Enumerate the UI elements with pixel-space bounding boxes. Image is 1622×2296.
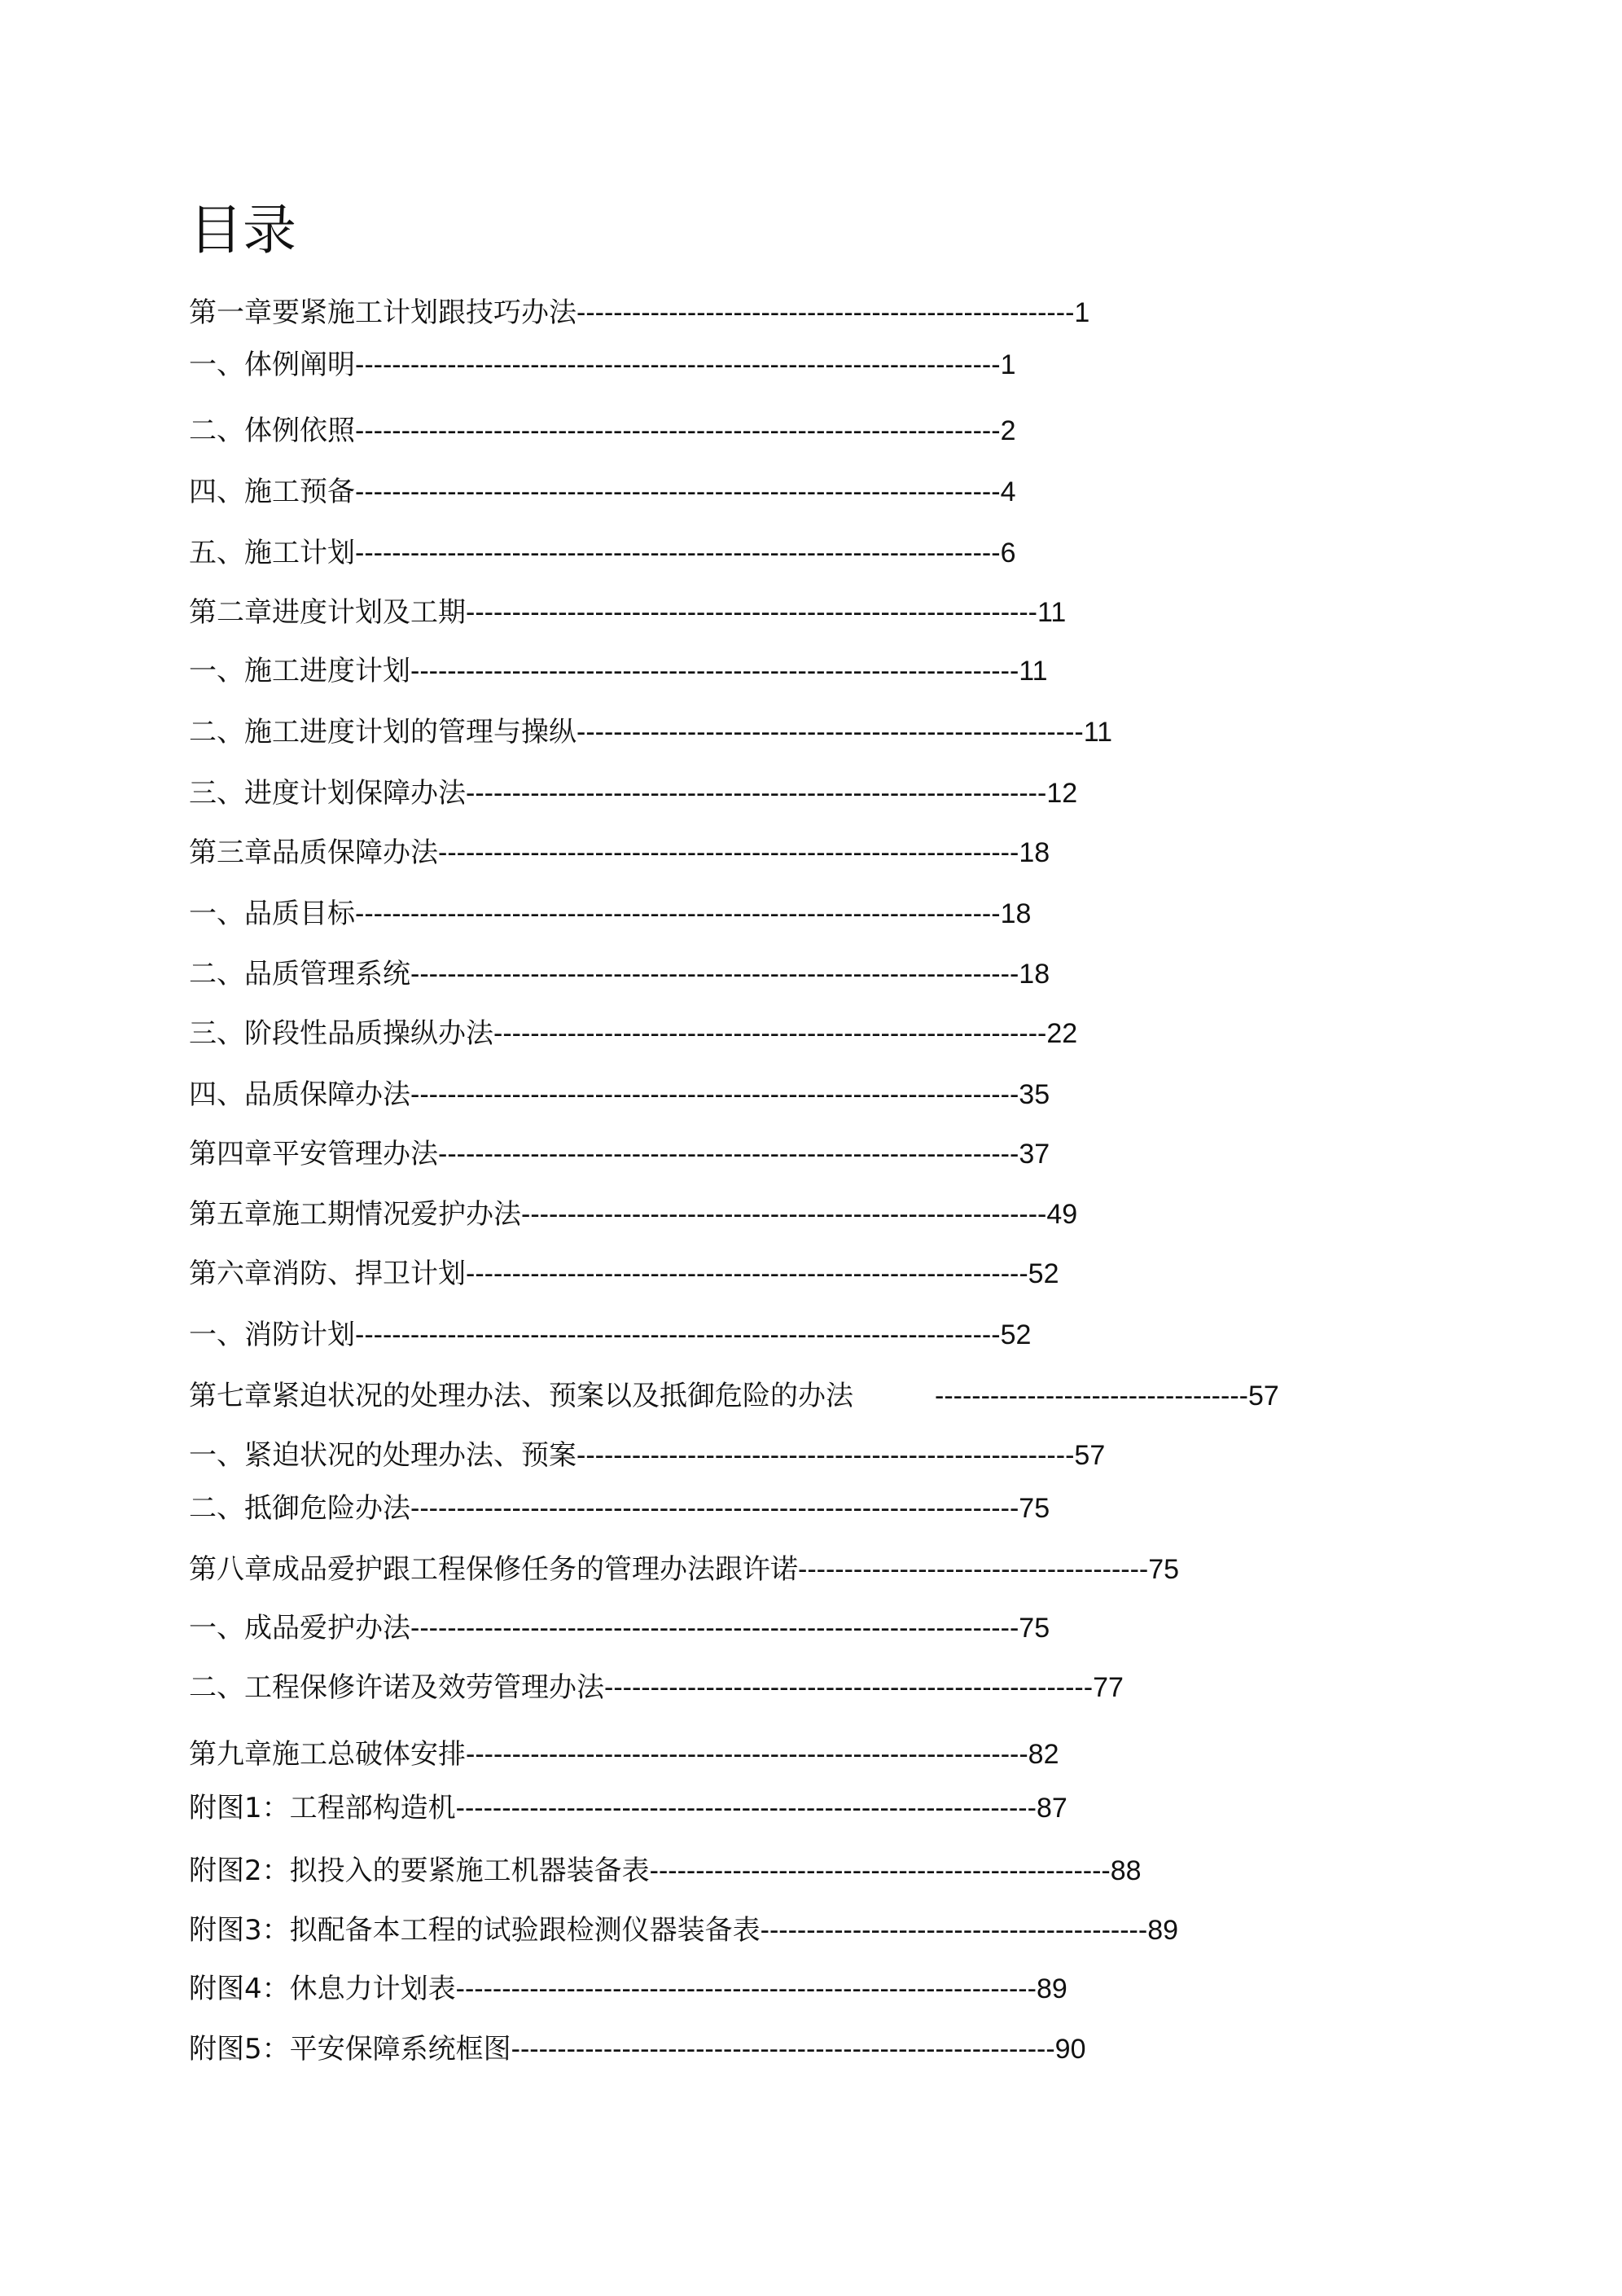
toc-entry-leader: --------------------------------------------------------- xyxy=(521,1199,1047,1230)
toc-entry-page-number: 57 xyxy=(1247,1381,1279,1411)
toc-entry-leader: -------------------------------------------------------------- xyxy=(466,597,1037,628)
toc-entry-page-number: 75 xyxy=(1148,1554,1180,1585)
toc-entry-page-number: 89 xyxy=(1036,1973,1067,2004)
toc-entry[interactable] xyxy=(189,1911,1178,1950)
toc-entry-leader: --------------------------------------------------------------- xyxy=(455,1793,1037,1824)
toc-entry-page-number: 18 xyxy=(1019,959,1050,990)
toc-entry-page-number: 52 xyxy=(1000,1319,1032,1350)
toc-entry[interactable] xyxy=(189,1135,1050,1174)
toc-entry-page-number: 82 xyxy=(1028,1739,1059,1770)
toc-title: 目录 xyxy=(189,199,296,261)
toc-entry-leader: ------------------------------------------------------ xyxy=(576,1440,1075,1471)
toc-entry-leader: ------------------------------------------------------------------ xyxy=(410,656,1019,687)
toc-entry-label: 附图4：休息力计划表 xyxy=(189,1973,456,2005)
toc-entry[interactable] xyxy=(189,1668,1124,1707)
toc-entry-label: 三、阶段性品质操纵办法 xyxy=(189,1017,493,1050)
toc-entry-page-number: 1 xyxy=(1074,297,1090,328)
toc-entry-page-number: 18 xyxy=(1000,898,1032,929)
toc-entry-leader: ------------------------------------------------------ xyxy=(576,297,1075,328)
toc-entry-label: 二、品质管理系统 xyxy=(189,958,410,990)
toc-entry[interactable] xyxy=(189,293,1089,332)
toc-entry-label: 第八章成品爱护跟工程保修任务的管理办法跟许诺 xyxy=(189,1553,798,1586)
toc-entry-leader: ------------------------------------------ xyxy=(760,1915,1148,1946)
toc-entry-page-number: 11 xyxy=(1083,717,1113,748)
toc-entry-label: 第四章平安管理办法 xyxy=(189,1138,438,1170)
toc-entry[interactable] xyxy=(189,1851,1142,1890)
toc-entry-label: 附图5：平安保障系统框图 xyxy=(189,2033,511,2066)
toc-entry-label: 第二章进度计划及工期 xyxy=(189,596,466,629)
toc-entry-label: 附图3：拟配备本工程的试验跟检测仪器装备表 xyxy=(189,1914,761,1947)
toc-entry-leader: ------------------------------------------------------------------ xyxy=(410,1613,1019,1644)
toc-entry-page-number: 22 xyxy=(1046,1018,1078,1049)
toc-entry-leader: --------------------------------------------------------------- xyxy=(466,778,1047,809)
toc-entry-label: 一、紧迫状况的处理办法、预案 xyxy=(189,1439,576,1472)
toc-entry[interactable] xyxy=(189,652,1048,691)
toc-entry[interactable] xyxy=(189,1254,1059,1293)
toc-entry-label: 第六章消防、捍卫计划 xyxy=(189,1258,466,1290)
toc-entry-leader: ---------------------------------------------------------------------- xyxy=(355,476,1001,507)
toc-entry[interactable] xyxy=(189,774,1077,813)
toc-entry[interactable] xyxy=(189,1489,1050,1528)
toc-entry[interactable] xyxy=(189,345,1015,384)
toc-entry-leader: --------------------------------------------------------------- xyxy=(438,1139,1019,1170)
toc-entry-label: 二、工程保修许诺及效劳管理办法 xyxy=(189,1671,604,1704)
toc-entry-leader: ------------------------------------------------------------ xyxy=(493,1018,1047,1049)
toc-entry-label: 一、体例阐明 xyxy=(189,349,355,381)
toc-entry-leader: ----------------------------------------------------- xyxy=(604,1672,1094,1703)
toc-entry-leader: ------------------------------------------------------------------ xyxy=(410,959,1019,990)
toc-entry-page-number: 11 xyxy=(1037,597,1067,628)
toc-entry-page-number: 77 xyxy=(1093,1672,1124,1703)
toc-entry-leader: ----------------------------------------------------------- xyxy=(511,2034,1055,2065)
toc-entry[interactable] xyxy=(189,1014,1077,1053)
toc-entry-leader: ------------------------------------------------------------- xyxy=(466,1258,1028,1289)
toc-entry-page-number: 52 xyxy=(1028,1258,1059,1289)
toc-entry-leader: ---------------------------------- xyxy=(935,1381,1248,1411)
toc-entry[interactable] xyxy=(189,1550,1179,1589)
toc-entry-label: 第一章要紧施工计划跟技巧办法 xyxy=(189,296,576,329)
toc-entry[interactable] xyxy=(189,1609,1050,1648)
toc-entry-page-number: 89 xyxy=(1147,1915,1179,1946)
toc-entry-page-number: 35 xyxy=(1019,1079,1050,1110)
toc-entry[interactable] xyxy=(189,955,1050,994)
toc-entry-label: 四、施工预备 xyxy=(189,476,355,508)
toc-entry-leader: -------------------------------------- xyxy=(798,1554,1149,1585)
toc-entry[interactable] xyxy=(189,2030,1085,2069)
toc-entry-leader: ------------------------------------------------------- xyxy=(576,717,1084,748)
toc-entry-page-number: 49 xyxy=(1046,1199,1078,1230)
toc-entry-leader: ------------------------------------------------------------------ xyxy=(410,1079,1019,1110)
toc-entry-page-number: 1 xyxy=(1000,349,1016,380)
toc-entry-leader: ---------------------------------------------------------------------- xyxy=(355,898,1001,929)
toc-entry-label: 第五章施工期情况爱护办法 xyxy=(189,1198,521,1231)
toc-entry-leader: ------------------------------------------------------------- xyxy=(466,1739,1028,1770)
toc-entry[interactable] xyxy=(189,533,1015,573)
toc-entry-leader: ---------------------------------------------------------------------- xyxy=(355,415,1001,446)
toc-entry-label: 一、品质目标 xyxy=(189,898,355,930)
toc-entry-leader: -------------------------------------------------- xyxy=(649,1855,1111,1886)
toc-entry-page-number: 2 xyxy=(1000,415,1016,446)
toc-entry-page-number: 4 xyxy=(1000,476,1016,507)
toc-entry-page-number: 11 xyxy=(1019,656,1048,687)
toc-entry-leader: ---------------------------------------------------------------------- xyxy=(355,538,1001,569)
toc-entry-label: 一、施工进度计划 xyxy=(189,655,410,687)
toc-entry-label: 二、体例依照 xyxy=(189,415,355,447)
toc-entry-label: 四、品质保障办法 xyxy=(189,1078,410,1111)
toc-entry-label: 二、施工进度计划的管理与操纵 xyxy=(189,716,576,749)
toc-entry-page-number: 57 xyxy=(1074,1440,1106,1471)
toc-entry-leader: ------------------------------------------------------------------ xyxy=(410,1493,1019,1524)
toc-entry[interactable] xyxy=(189,472,1015,511)
toc-entry[interactable] xyxy=(189,1315,1031,1354)
toc-entry[interactable] xyxy=(189,894,1031,933)
toc-entry-label: 五、施工计划 xyxy=(189,537,355,569)
toc-entry-label: 第九章施工总破体安排 xyxy=(189,1738,466,1771)
toc-entry-label: 三、进度计划保障办法 xyxy=(189,777,466,810)
toc-entry-label: 第七章紧迫状况的处理办法、预案以及抵御危险的办法 xyxy=(189,1380,853,1412)
toc-entry-page-number: 75 xyxy=(1019,1613,1050,1644)
toc-entry[interactable] xyxy=(189,1436,1105,1475)
toc-entry-label: 附图2：拟投入的要紧施工机器装备表 xyxy=(189,1855,650,1887)
toc-entry[interactable] xyxy=(189,1735,1059,1774)
toc-entry-leader: --------------------------------------------------------------- xyxy=(438,837,1019,868)
toc-entry-page-number: 37 xyxy=(1019,1139,1050,1170)
toc-entry-leader: --------------------------------------------------------------- xyxy=(455,1973,1037,2004)
toc-entry[interactable] xyxy=(189,411,1015,450)
toc-entry[interactable] xyxy=(189,1075,1050,1114)
toc-entry[interactable] xyxy=(189,1969,1067,2008)
toc-entry-label: 第三章品质保障办法 xyxy=(189,836,438,869)
toc-entry-label: 一、消防计划 xyxy=(189,1319,355,1351)
toc-entry[interactable] xyxy=(189,593,1066,632)
toc-entry-page-number: 75 xyxy=(1019,1493,1050,1524)
toc-entry-leader: ---------------------------------------------------------------------- xyxy=(355,1319,1001,1350)
toc-entry-page-number: 88 xyxy=(1110,1855,1142,1886)
toc-entry-label: 一、成品爱护办法 xyxy=(189,1612,410,1644)
toc-entry[interactable] xyxy=(189,713,1112,752)
toc-entry[interactable] xyxy=(189,1789,1067,1828)
toc-entry-page-number: 12 xyxy=(1046,778,1078,809)
toc-entry[interactable] xyxy=(189,833,1050,872)
toc-entry-label: 附图1：工程部构造机 xyxy=(189,1792,456,1824)
toc-entry[interactable] xyxy=(189,1376,1279,1416)
toc-entry[interactable] xyxy=(189,1195,1077,1234)
toc-entry-page-number: 87 xyxy=(1036,1793,1067,1824)
toc-entry-page-number: 6 xyxy=(1000,538,1016,569)
toc-entry-leader: ---------------------------------------------------------------------- xyxy=(355,349,1001,380)
toc-entry-label: 二、抵御危险办法 xyxy=(189,1492,410,1525)
toc-entry-page-number: 18 xyxy=(1019,837,1050,868)
toc-entry-page-number: 90 xyxy=(1054,2034,1086,2065)
